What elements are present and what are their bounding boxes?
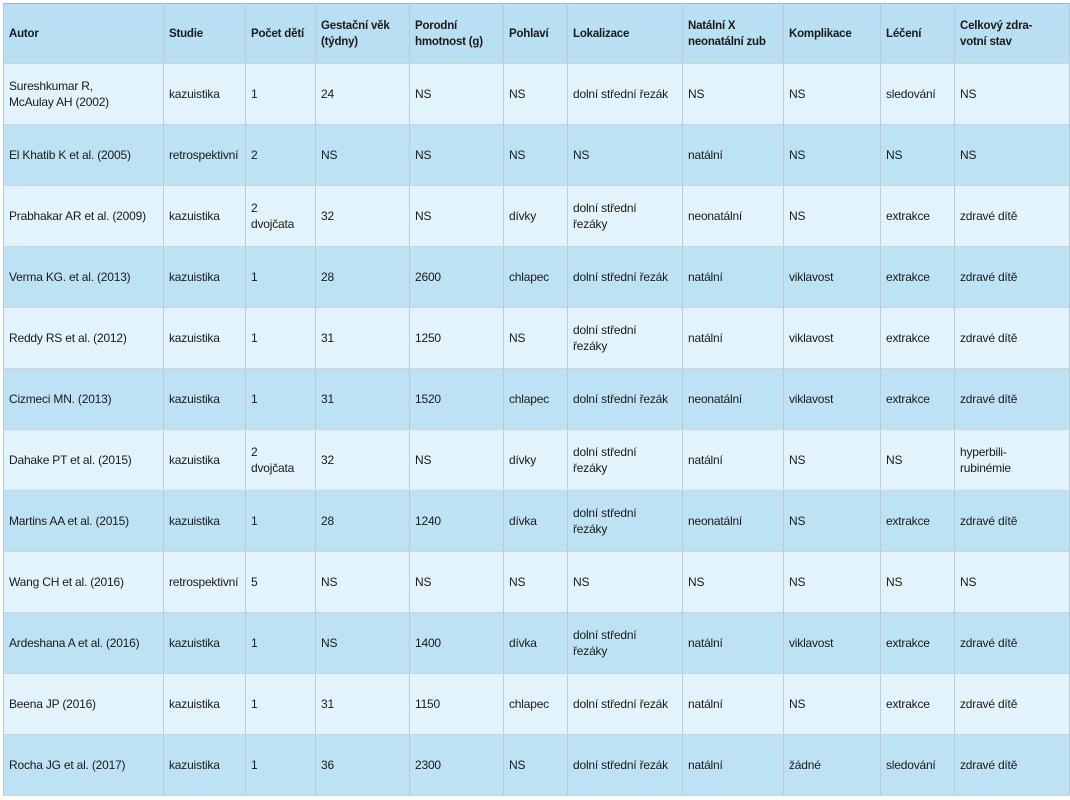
- cell-study: kazuistika: [164, 735, 246, 796]
- cell-location: NS: [568, 125, 683, 186]
- cell-natal-vs-neonatal: natální: [683, 674, 784, 735]
- cell-birth-weight: NS: [410, 64, 504, 125]
- cell-gestational-age: 31: [316, 369, 410, 430]
- cell-gestational-age: 24: [316, 64, 410, 125]
- cell-health-status: zdravé dítě: [955, 613, 1070, 674]
- cell-sex: NS: [504, 552, 568, 613]
- cell-natal-vs-neonatal: natální: [683, 430, 784, 491]
- cell-natal-vs-neonatal: natální: [683, 308, 784, 369]
- cell-birth-weight: 1520: [410, 369, 504, 430]
- cell-birth-weight: 1150: [410, 674, 504, 735]
- cell-children-count: 1: [246, 247, 316, 308]
- cell-health-status: zdravé dítě: [955, 186, 1070, 247]
- cell-treatment: extrakce: [881, 247, 955, 308]
- cell-complications: NS: [784, 491, 881, 552]
- table-row: [4, 735, 1070, 796]
- natal-teeth-studies-table: [3, 3, 1070, 796]
- cell-sex: NS: [504, 735, 568, 796]
- header-cell-author: Autor: [4, 4, 164, 64]
- cell-study: retrospektivní: [164, 125, 246, 186]
- cell-study: kazuistika: [164, 674, 246, 735]
- cell-natal-vs-neonatal: natální: [683, 247, 784, 308]
- cell-health-status: zdravé dítě: [955, 491, 1070, 552]
- cell-treatment: NS: [881, 430, 955, 491]
- cell-birth-weight: NS: [410, 552, 504, 613]
- cell-author: Dahake PT et al. (2015): [4, 430, 164, 491]
- cell-birth-weight: 2600: [410, 247, 504, 308]
- cell-birth-weight: 1250: [410, 308, 504, 369]
- cell-health-status: zdravé dítě: [955, 308, 1070, 369]
- cell-treatment: extrakce: [881, 308, 955, 369]
- cell-location: dolní střední řezáky: [568, 491, 683, 552]
- cell-sex: chlapec: [504, 674, 568, 735]
- cell-author: Prabhakar AR et al. (2009): [4, 186, 164, 247]
- cell-location: dolní střední řezáky: [568, 613, 683, 674]
- cell-sex: NS: [504, 64, 568, 125]
- cell-location: dolní střední řezák: [568, 369, 683, 430]
- header-cell-birth-weight: Porodní hmotnost (g): [410, 4, 504, 64]
- header-cell-sex: Pohlaví: [504, 4, 568, 64]
- cell-natal-vs-neonatal: NS: [683, 552, 784, 613]
- cell-treatment: NS: [881, 552, 955, 613]
- table-row: [4, 491, 1070, 552]
- cell-children-count: 1: [246, 64, 316, 125]
- header-cell-complications: Komplikace: [784, 4, 881, 64]
- cell-study: kazuistika: [164, 430, 246, 491]
- cell-treatment: extrakce: [881, 186, 955, 247]
- cell-author: Ardeshana A et al. (2016): [4, 613, 164, 674]
- table-row: [4, 552, 1070, 613]
- document-page: [3, 3, 1069, 797]
- cell-health-status: NS: [955, 552, 1070, 613]
- cell-gestational-age: 28: [316, 247, 410, 308]
- cell-treatment: NS: [881, 125, 955, 186]
- cell-birth-weight: NS: [410, 186, 504, 247]
- cell-location: dolní střední řezák: [568, 674, 683, 735]
- header-cell-children-count: Počet dětí: [246, 4, 316, 64]
- cell-children-count: 2 dvojčata: [246, 186, 316, 247]
- header-cell-study: Studie: [164, 4, 246, 64]
- cell-children-count: 1: [246, 491, 316, 552]
- cell-complications: viklavost: [784, 308, 881, 369]
- cell-complications: NS: [784, 186, 881, 247]
- cell-health-status: NS: [955, 64, 1070, 125]
- table-row: [4, 186, 1070, 247]
- cell-study: kazuistika: [164, 308, 246, 369]
- cell-treatment: sledování: [881, 64, 955, 125]
- cell-complications: NS: [784, 125, 881, 186]
- cell-sex: dívky: [504, 430, 568, 491]
- cell-sex: dívky: [504, 186, 568, 247]
- cell-sex: chlapec: [504, 247, 568, 308]
- cell-author: Cizmeci MN. (2013): [4, 369, 164, 430]
- header-cell-natal-vs-neonatal: Natální X neonatální zub: [683, 4, 784, 64]
- cell-natal-vs-neonatal: NS: [683, 64, 784, 125]
- cell-location: NS: [568, 552, 683, 613]
- cell-children-count: 1: [246, 735, 316, 796]
- cell-gestational-age: NS: [316, 613, 410, 674]
- cell-treatment: extrakce: [881, 369, 955, 430]
- cell-sex: NS: [504, 308, 568, 369]
- cell-gestational-age: 31: [316, 308, 410, 369]
- header-cell-treatment: Léčení: [881, 4, 955, 64]
- cell-gestational-age: NS: [316, 125, 410, 186]
- cell-birth-weight: NS: [410, 430, 504, 491]
- table-row: [4, 247, 1070, 308]
- cell-location: dolní střední řezák: [568, 735, 683, 796]
- cell-sex: dívka: [504, 491, 568, 552]
- cell-location: dolní střední řezáky: [568, 430, 683, 491]
- cell-treatment: extrakce: [881, 491, 955, 552]
- cell-health-status: NS: [955, 125, 1070, 186]
- cell-author: Wang CH et al. (2016): [4, 552, 164, 613]
- cell-study: kazuistika: [164, 186, 246, 247]
- cell-gestational-age: NS: [316, 552, 410, 613]
- cell-study: kazuistika: [164, 613, 246, 674]
- cell-author: Sureshkumar R, McAulay AH (2002): [4, 64, 164, 125]
- cell-author: Reddy RS et al. (2012): [4, 308, 164, 369]
- cell-complications: NS: [784, 674, 881, 735]
- cell-study: kazuistika: [164, 247, 246, 308]
- cell-treatment: sledování: [881, 735, 955, 796]
- cell-birth-weight: 2300: [410, 735, 504, 796]
- cell-location: dolní střední řezáky: [568, 186, 683, 247]
- cell-health-status: zdravé dítě: [955, 247, 1070, 308]
- cell-gestational-age: 28: [316, 491, 410, 552]
- cell-study: kazuistika: [164, 64, 246, 125]
- cell-health-status: zdravé dítě: [955, 674, 1070, 735]
- cell-gestational-age: 32: [316, 430, 410, 491]
- cell-natal-vs-neonatal: natální: [683, 613, 784, 674]
- cell-study: kazuistika: [164, 369, 246, 430]
- header-cell-gestational-age: Gestační věk (týdny): [316, 4, 410, 64]
- header-cell-location: Lokalizace: [568, 4, 683, 64]
- cell-complications: NS: [784, 430, 881, 491]
- cell-complications: viklavost: [784, 247, 881, 308]
- cell-birth-weight: 1400: [410, 613, 504, 674]
- cell-children-count: 2 dvojčata: [246, 430, 316, 491]
- cell-author: Rocha JG et al. (2017): [4, 735, 164, 796]
- table-row: [4, 613, 1070, 674]
- cell-treatment: extrakce: [881, 613, 955, 674]
- cell-complications: viklavost: [784, 613, 881, 674]
- header-cell-health-status: Celkový zdra- votní stav: [955, 4, 1070, 64]
- cell-author: Martins AA et al. (2015): [4, 491, 164, 552]
- cell-sex: chlapec: [504, 369, 568, 430]
- table-row: [4, 308, 1070, 369]
- cell-children-count: 5: [246, 552, 316, 613]
- cell-author: Beena JP (2016): [4, 674, 164, 735]
- cell-treatment: extrakce: [881, 674, 955, 735]
- cell-health-status: zdravé dítě: [955, 735, 1070, 796]
- cell-birth-weight: 1240: [410, 491, 504, 552]
- table-row: [4, 64, 1070, 125]
- cell-children-count: 1: [246, 369, 316, 430]
- cell-health-status: zdravé dítě: [955, 369, 1070, 430]
- cell-natal-vs-neonatal: natální: [683, 125, 784, 186]
- header-row: [4, 4, 1070, 64]
- cell-author: Verma KG. et al. (2013): [4, 247, 164, 308]
- cell-children-count: 1: [246, 674, 316, 735]
- cell-location: dolní střední řezák: [568, 64, 683, 125]
- cell-complications: žádné: [784, 735, 881, 796]
- cell-study: kazuistika: [164, 491, 246, 552]
- cell-natal-vs-neonatal: natální: [683, 735, 784, 796]
- cell-natal-vs-neonatal: neonatální: [683, 491, 784, 552]
- cell-birth-weight: NS: [410, 125, 504, 186]
- cell-gestational-age: 31: [316, 674, 410, 735]
- cell-study: retrospektivní: [164, 552, 246, 613]
- table-row: [4, 430, 1070, 491]
- cell-sex: dívka: [504, 613, 568, 674]
- cell-children-count: 1: [246, 308, 316, 369]
- cell-complications: NS: [784, 552, 881, 613]
- cell-health-status: hyperbili- rubinémie: [955, 430, 1070, 491]
- cell-children-count: 1: [246, 613, 316, 674]
- cell-author: El Khatib K et al. (2005): [4, 125, 164, 186]
- cell-location: dolní střední řezák: [568, 247, 683, 308]
- cell-children-count: 2: [246, 125, 316, 186]
- table-row: [4, 369, 1070, 430]
- cell-complications: NS: [784, 64, 881, 125]
- cell-gestational-age: 36: [316, 735, 410, 796]
- cell-natal-vs-neonatal: neonatální: [683, 369, 784, 430]
- cell-sex: NS: [504, 125, 568, 186]
- cell-natal-vs-neonatal: neonatální: [683, 186, 784, 247]
- table-row: [4, 125, 1070, 186]
- table-body: [4, 64, 1070, 796]
- table-row: [4, 674, 1070, 735]
- cell-complications: viklavost: [784, 369, 881, 430]
- cell-location: dolní střední řezáky: [568, 308, 683, 369]
- cell-gestational-age: 32: [316, 186, 410, 247]
